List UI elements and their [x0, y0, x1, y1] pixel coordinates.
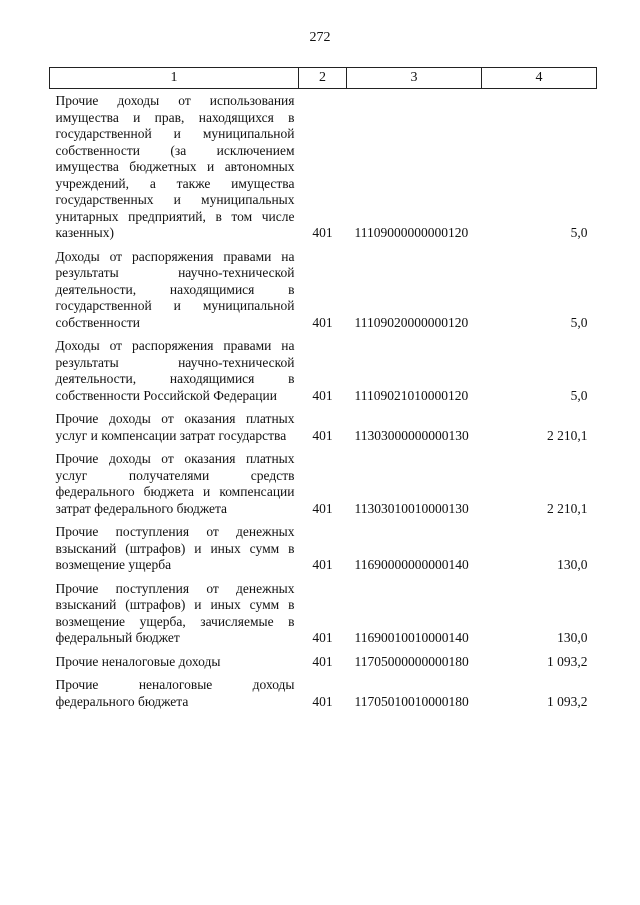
- table-row: [50, 517, 597, 574]
- table-row: [50, 647, 597, 671]
- classification-code-cell: 11303010010000130: [354, 500, 469, 516]
- revenue-name: Прочие доходы от использования имущества и прав, находящихся в государственной и муниципальной собственности (за исключением имущества бюджетных и автономных учреждений, а также имущества государственных и муниципальных унитарных предприятий, в том числе казенных): [55, 93, 295, 240]
- amount-cell: 1 093,2: [547, 693, 588, 709]
- page-number: 272: [309, 30, 331, 45]
- column-header-1: 1: [50, 68, 299, 89]
- classification-code-cell: 11705010010000180: [354, 693, 469, 709]
- table-row: [50, 404, 597, 444]
- classification-code-cell: 11303000000000130: [354, 427, 469, 443]
- admin-code-cell: 401: [312, 500, 333, 516]
- admin-code-cell: 401: [312, 630, 333, 645]
- admin-code-cell: 401: [312, 387, 333, 403]
- amount-cell: 1 093,2: [547, 653, 588, 669]
- admin-code-cell: 401: [312, 557, 333, 572]
- revenue-name: Прочие неналоговые доходы: [55, 653, 221, 669]
- revenue-name-cell: [50, 647, 299, 671]
- table-body: [50, 89, 597, 711]
- revenue-name-cell: [50, 444, 299, 517]
- revenue-name: Прочие поступления от денежных взысканий (штрафов) и иных сумм в возмещение ущерба, зачисляемые в федеральный бюджет: [55, 580, 295, 645]
- amount-cell: 2 210,1: [547, 427, 588, 443]
- amount-cell: 2 210,1: [547, 500, 588, 516]
- revenue-name-cell: [50, 242, 299, 332]
- table-row: [50, 574, 597, 647]
- admin-code-cell: 401: [312, 653, 333, 669]
- table-row: [50, 444, 597, 517]
- revenue-name-cell: [50, 331, 299, 404]
- revenue-name: Доходы от распоряжения правами на результаты научно-технической деятельности, находящимися в собственности Российской Федерации: [55, 338, 295, 403]
- amount-cell: 130,0: [557, 557, 588, 572]
- column-header-4: 4: [482, 68, 597, 89]
- column-header-2: 2: [299, 68, 347, 89]
- revenue-name-cell: [50, 574, 299, 647]
- admin-code-cell: 401: [312, 427, 333, 443]
- revenue-table: [49, 67, 597, 710]
- column-header-3: 3: [347, 68, 482, 89]
- header-row: [50, 68, 597, 89]
- revenue-name-cell: [50, 89, 299, 242]
- revenue-name: Прочие доходы от оказания платных услуг получателями средств федерального бюджета и компенсации затрат федерального бюджета: [55, 451, 295, 516]
- table-row: [50, 89, 597, 242]
- amount-cell: 5,0: [570, 225, 588, 240]
- admin-code-cell: 401: [312, 314, 333, 330]
- revenue-name-cell: [50, 670, 299, 710]
- table-row: [50, 670, 597, 710]
- table-row: [50, 331, 597, 404]
- admin-code-cell: 401: [312, 693, 333, 709]
- table-header: [50, 68, 597, 89]
- admin-code-cell: 401: [312, 225, 333, 240]
- table-row: [50, 242, 597, 332]
- amount-cell: 5,0: [570, 314, 588, 330]
- classification-code-cell: 11109000000000120: [354, 225, 469, 240]
- revenue-name: Прочие поступления от денежных взысканий (штрафов) и иных сумм в возмещение ущерба: [55, 524, 295, 572]
- revenue-name: Прочие доходы от оказания платных услуг и компенсации затрат государства: [55, 411, 295, 443]
- amount-cell: 5,0: [570, 387, 588, 403]
- amount-cell: 130,0: [557, 630, 588, 645]
- classification-code-cell: 11690000000000140: [354, 557, 469, 572]
- revenue-name: Доходы от распоряжения правами на результаты научно-технической деятельности, находящимися в государственной и муниципальной собственности: [55, 248, 295, 330]
- classification-code-cell: 11109020000000120: [354, 314, 469, 330]
- revenue-name-cell: [50, 517, 299, 574]
- classification-code-cell: 11705000000000180: [354, 653, 469, 669]
- classification-code-cell: 11690010010000140: [354, 630, 469, 645]
- revenue-name: Прочие неналоговые доходы федерального бюджета: [55, 677, 295, 709]
- revenue-name-cell: [50, 404, 299, 444]
- classification-code-cell: 11109021010000120: [354, 387, 469, 403]
